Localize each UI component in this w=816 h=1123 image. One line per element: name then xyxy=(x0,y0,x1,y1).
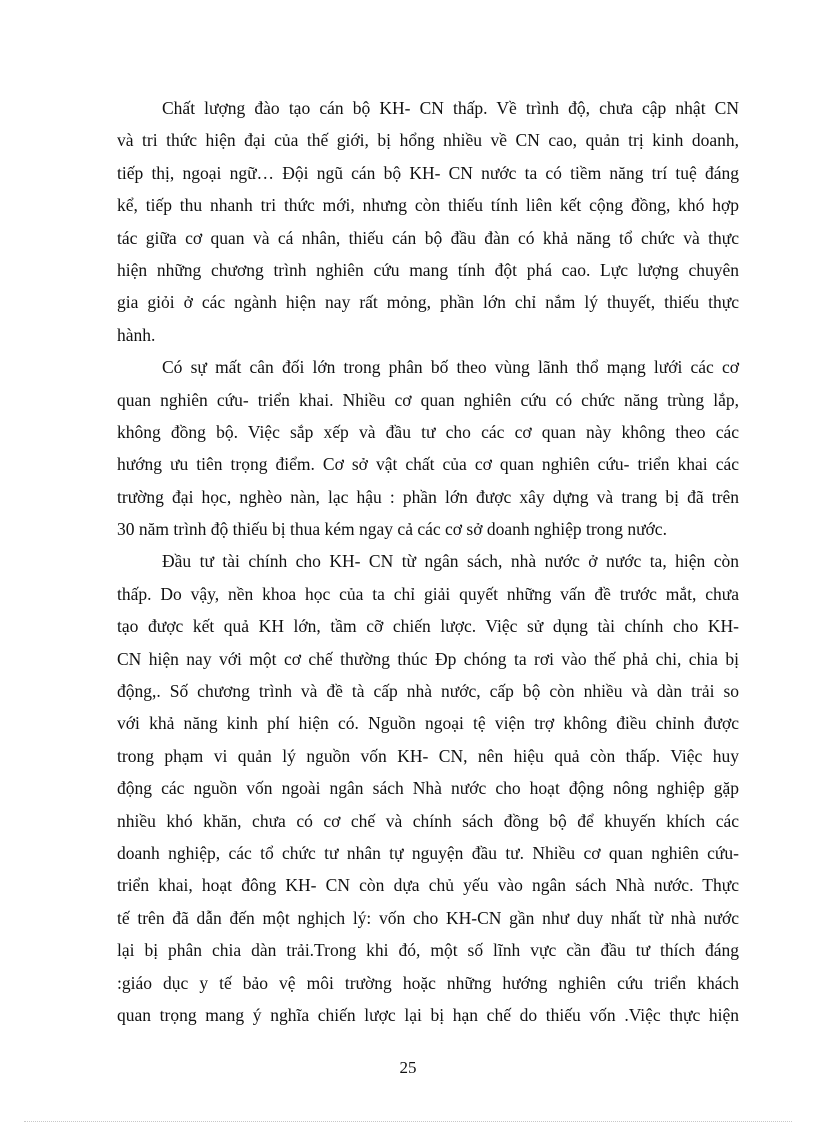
paragraph-3-line: doanh nghiệp, các tổ chức tư nhân tự nguyện đầu tư. Nhiều cơ quan nghiên cứu- xyxy=(117,842,739,863)
page-number: 25 xyxy=(399,1058,417,1077)
paragraph-1-line: tác giữa cơ quan và cá nhân, thiếu cán bộ đầu đàn có khả năng tổ chức và thực xyxy=(117,227,739,248)
paragraph-3-line: :giáo dục y tế bảo vệ môi trường hoặc những hướng nghiên cứu triển khách xyxy=(117,972,739,993)
paragraph-3-line: động,. Số chương trình và đề tà cấp nhà nước, cấp bộ còn nhiều và dàn trải so xyxy=(117,681,739,702)
paragraph-3-line: triển khai, hoạt đông KH- CN còn dựa chủ yếu vào ngân sách Nhà nước. Thực xyxy=(117,875,739,896)
page-bottom-divider xyxy=(24,1121,792,1122)
paragraph-2-line: trường đại học, nghèo nàn, lạc hậu : phần lớn được xây dựng và trang bị đã trên xyxy=(117,486,739,507)
paragraph-2-line: quan nghiên cứu- triển khai. Nhiều cơ quan nghiên cứu có chức năng trùng lắp, xyxy=(117,389,739,410)
paragraph-2-line: không đồng bộ. Việc sắp xếp và đầu tư cho các cơ quan này không theo các xyxy=(117,421,739,442)
body-text xyxy=(117,92,739,1031)
paragraph-2-line: Có sự mất cân đối lớn trong phân bố theo vùng lãnh thổ mạng lưới các cơ xyxy=(162,357,739,378)
paragraph-2-line: hướng ưu tiên trọng điểm. Cơ sở vật chất của cơ quan nghiên cứu- triển khai các xyxy=(117,454,739,475)
paragraph-1-line: tiếp thị, ngoại ngữ… Đội ngũ cán bộ KH- CN nước ta có tiềm năng trí tuệ đáng xyxy=(117,162,739,183)
paragraph-1-line: và tri thức hiện đại của thế giới, bị hổng nhiều về CN cao, quản trị kinh doanh, xyxy=(117,130,739,151)
paragraph-3-line: nhiều khó khăn, chưa có cơ chế và chính sách đồng bộ để khuyến khích các xyxy=(117,810,739,831)
paragraph-3-line: CN hiện nay với một cơ chế thường thúc Đp chóng ta rơi vào thế phả chi, chia bị xyxy=(117,648,739,669)
paragraph-1-line: hiện những chương trình nghiên cứu mang tính đột phá cao. Lực lượng chuyên xyxy=(117,259,739,280)
paragraph-1-line: kể, tiếp thu nhanh tri thức mới, nhưng còn thiếu tính liên kết cộng đồng, khó hợp xyxy=(117,195,739,216)
paragraph-3-line: động các nguồn vốn ngoài ngân sách Nhà nước cho hoạt động nông nghiệp gặp xyxy=(117,778,739,799)
paragraph-1-line: gia giỏi ở các ngành hiện nay rất mỏng, phần lớn chỉ nắm lý thuyết, thiếu thực xyxy=(117,292,739,313)
paragraph-1-line: hành. xyxy=(117,324,156,345)
paragraph-3-line: tế trên đã dẫn đến một nghịch lý: vốn cho KH-CN gần như duy nhất từ nhà nước xyxy=(117,907,739,928)
paragraph-3-line: Đầu tư tài chính cho KH- CN từ ngân sách, nhà nước ở nước ta, hiện còn xyxy=(162,551,739,572)
paragraph-3-line: quan trọng mang ý nghĩa chiến lược lại bị hạn chế do thiếu vốn .Việc thực hiện xyxy=(117,1004,739,1025)
paragraph-3-line: trong phạm vi quản lý nguồn vốn KH- CN, nên hiệu quả còn thấp. Việc huy xyxy=(117,745,739,766)
paragraph-1-line: Chất lượng đào tạo cán bộ KH- CN thấp. Về trình độ, chưa cập nhật CN xyxy=(162,98,739,118)
paragraph-3-line: thấp. Do vậy, nền khoa học của ta chỉ giải quyết những vấn đề trước mắt, chưa xyxy=(117,583,739,604)
paragraph-3-line: tạo được kết quả KH lớn, tầm cỡ chiến lược. Việc sử dụng tài chính cho KH- xyxy=(117,616,739,637)
paragraph-3-line: với khả năng kinh phí hiện có. Nguồn ngoại tệ viện trợ không điều chỉnh được xyxy=(117,713,739,734)
paragraph-2-line: 30 năm trình độ thiếu bị thua kém ngay cả các cơ sở doanh nghiệp trong nước. xyxy=(117,519,667,540)
paragraph-3-line: lại bị phân chia dàn trải.Trong khi đó, một số lĩnh vực cần đầu tư thích đáng xyxy=(117,940,739,961)
